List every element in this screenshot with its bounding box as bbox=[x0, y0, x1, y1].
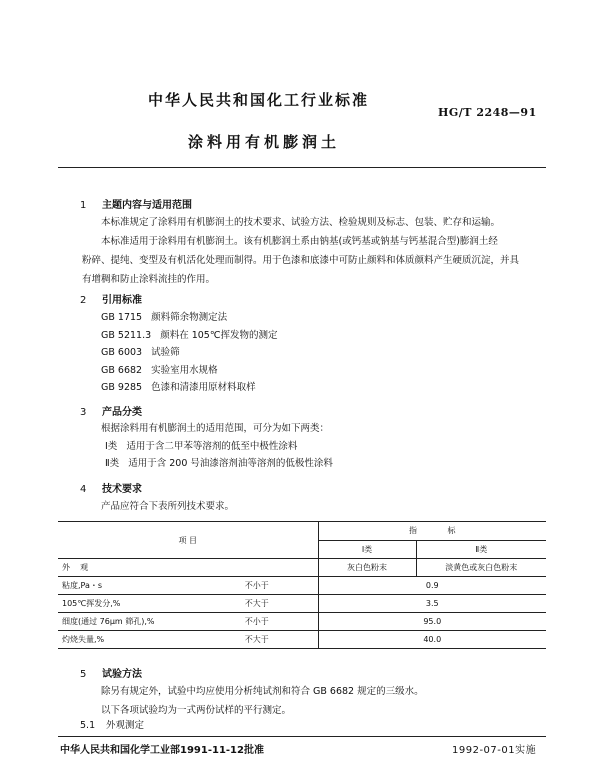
section-5-number: 5 bbox=[80, 669, 87, 680]
implementation-date: 1992-07-01实施 bbox=[452, 745, 537, 756]
section-3-body bbox=[101, 420, 333, 473]
section-3-number: 3 bbox=[80, 407, 87, 418]
referenced-standard-item: GB 6682 实验室用水规格 bbox=[101, 364, 218, 376]
table-cell-item: 细度(通过 76μm 筛孔),% bbox=[62, 617, 155, 626]
referenced-standards-list bbox=[101, 309, 278, 397]
table-cell-class-1-value: 灰白色粉末 bbox=[318, 559, 416, 577]
table-row bbox=[58, 631, 546, 649]
section-1-title: 主题内容与适用范围 bbox=[102, 200, 192, 211]
section-5-heading bbox=[80, 665, 142, 680]
section-1-paragraph-2-line-3: 有增稠和防止涂料流挂的作用。 bbox=[82, 274, 216, 285]
technical-requirements-table bbox=[58, 521, 546, 649]
section-1-number: 1 bbox=[80, 200, 87, 211]
table-header-index: 指 标 bbox=[318, 522, 546, 541]
section-3-heading bbox=[80, 403, 142, 418]
table-header-row bbox=[58, 522, 546, 541]
subsection-5-1-number: 5.1 bbox=[80, 720, 96, 731]
section-5-title: 试验方法 bbox=[102, 669, 142, 680]
section-4-title: 技术要求 bbox=[102, 484, 142, 495]
standard-code: HG/T 2248—91 bbox=[438, 106, 537, 119]
section-5-paragraph-1: 除另有规定外，试验中均应使用分析纯试剂和符合 GB 6682 规定的三级水。 bbox=[101, 686, 424, 697]
table-cell-condition bbox=[196, 559, 318, 577]
table-cell-item: 灼烧失量,% bbox=[62, 635, 105, 644]
section-4-intro: 产品应符合下表所列技术要求。 bbox=[101, 501, 235, 512]
section-1-paragraph-2-line-2: 粉碎、提纯、变型及有机活化处理而制得。用于色漆和底漆中可防止颜料和体质颜料产生硬质沉淀，并具 bbox=[82, 255, 520, 266]
section-4-number: 4 bbox=[80, 484, 87, 495]
table-row bbox=[58, 559, 546, 577]
table-row bbox=[58, 595, 546, 613]
table-cell-value: 95.0 bbox=[318, 613, 546, 631]
document-title: 涂料用有机膨润土 bbox=[188, 133, 341, 151]
table-cell-item: 粘度,Pa・s bbox=[62, 581, 103, 590]
section-5-body bbox=[101, 682, 551, 720]
table-cell-condition: 不大于 bbox=[244, 635, 269, 644]
subsection-5-1-title: 外观测定 bbox=[106, 720, 145, 731]
referenced-standard-item: GB 6003 试验筛 bbox=[101, 347, 180, 358]
section-3-title: 产品分类 bbox=[102, 407, 142, 418]
table-header-class-1: Ⅰ类 bbox=[318, 540, 416, 559]
issuing-authority-title: 中华人民共和国化工行业标准 bbox=[148, 91, 370, 109]
section-2-heading bbox=[80, 291, 142, 306]
section-4-heading bbox=[80, 480, 142, 495]
header-divider bbox=[58, 167, 546, 168]
section-1-body bbox=[82, 213, 552, 289]
section-1-paragraph-1: 本标准规定了涂料用有机膨润土的技术要求、试验方法、检验规则及标志、包装、贮存和运输。 bbox=[101, 217, 501, 228]
footer-divider bbox=[58, 736, 546, 737]
table-header-item: 项 目 bbox=[58, 522, 318, 559]
table-row bbox=[58, 613, 546, 631]
class-1-description: Ⅰ类 适用于含二甲苯等溶剂的低至中极性涂料 bbox=[105, 440, 298, 452]
table-cell-value: 0.9 bbox=[318, 577, 546, 595]
section-2-title: 引用标准 bbox=[102, 295, 142, 306]
class-2-description: Ⅱ类 适用于含 200 号油漆溶剂油等溶剂的低极性涂料 bbox=[105, 458, 333, 469]
referenced-standard-item: GB 5211.3 颜料在 105℃挥发物的测定 bbox=[101, 329, 278, 341]
table-cell-class-2-value: 淡黄色或灰白色粉末 bbox=[416, 559, 546, 577]
section-5-paragraph-2: 以下各项试验均为一式两份试样的平行测定。 bbox=[101, 705, 292, 716]
table-cell-value: 3.5 bbox=[318, 595, 546, 613]
section-1-heading bbox=[80, 196, 192, 211]
subsection-5-1-heading bbox=[80, 716, 144, 735]
section-1-paragraph-2-line-1: 本标准适用于涂料用有机膨润土。该有机膨润土系由钠基(或钙基或钠基与钙基混合型)膨润土经 bbox=[101, 236, 498, 247]
referenced-standard-item: GB 9285 色漆和清漆用原材料取样 bbox=[101, 382, 256, 393]
table-cell-item: 105℃挥发分,% bbox=[62, 599, 121, 608]
table-cell-value: 40.0 bbox=[318, 631, 546, 649]
table-cell-item: 外 观 bbox=[62, 563, 89, 572]
table-header-class-2: Ⅱ类 bbox=[416, 540, 546, 559]
table-cell-condition: 不大于 bbox=[244, 599, 269, 608]
table-row bbox=[58, 577, 546, 595]
section-3-intro: 根据涂料用有机膨润土的适用范围，可分为如下两类： bbox=[101, 423, 330, 434]
referenced-standard-item: GB 1715 颜料筛余物测定法 bbox=[101, 312, 228, 323]
table-cell-condition: 不小于 bbox=[244, 617, 269, 626]
table-cell-condition: 不小于 bbox=[244, 581, 269, 590]
section-2-number: 2 bbox=[80, 295, 87, 306]
approval-line: 中华人民共和国化学工业部1991-11-12批准 bbox=[60, 745, 264, 756]
